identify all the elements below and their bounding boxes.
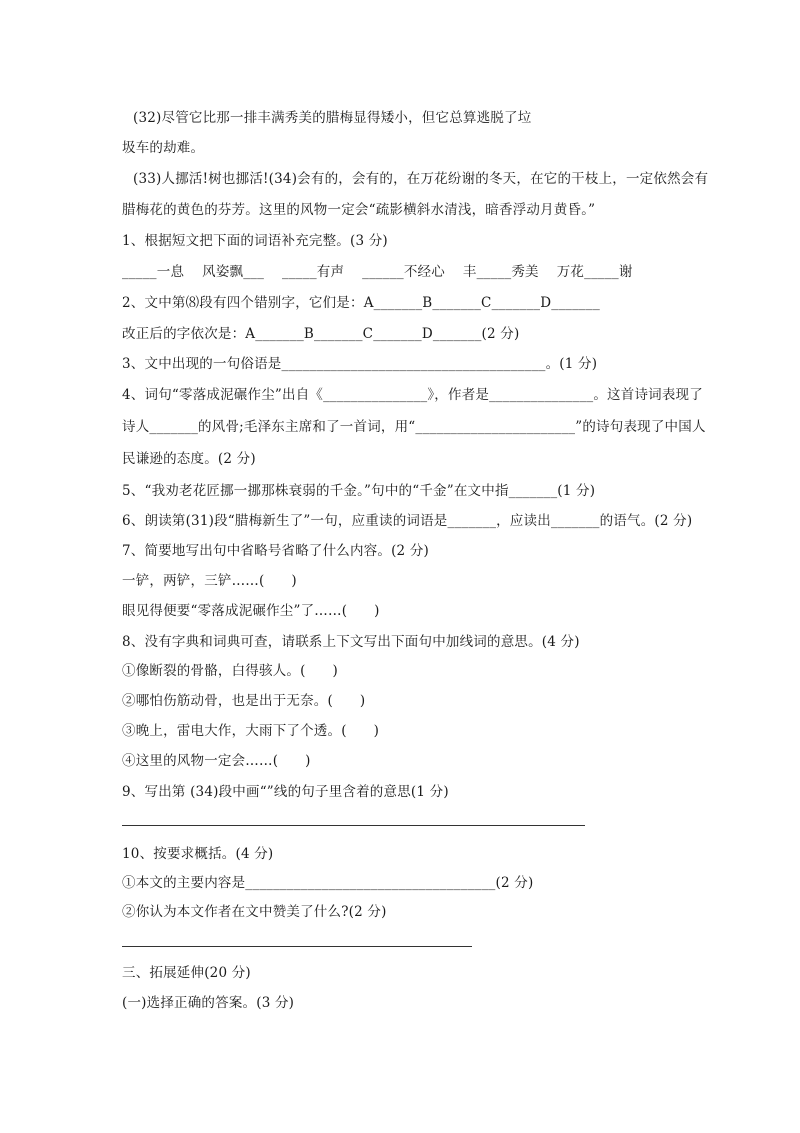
question-line: 4、词句“零落成泥碾作尘”出自《_______________》，作者是_______________。这首诗词表现了 [122, 387, 703, 403]
text-line: 诗人_______的风骨;毛泽东主席和了一首词，用“_______________________”的诗句表现了中国人 [122, 419, 706, 435]
question-line: 1、根据短文把下面的词语补充完整。(3 分) [122, 233, 388, 249]
sub-question: ②你认为本文作者在文中赞美了什么?(2 分) [122, 904, 387, 920]
question-line: 6、朗读第(31)段“腊梅新生了”一句，应重读的词语是_______，应读出_______的语气。(2 分) [122, 513, 693, 529]
sub-question: ①像断裂的骨骼，白得骇人。( ) [122, 663, 338, 679]
text-line: (32)尽管它比那一排丰满秀美的腊梅显得矮小，但它总算逃脱了垃 [133, 110, 532, 126]
subsection-heading: (一)选择正确的答案。(3 分) [122, 995, 295, 1011]
sub-question: 一铲，两铲，三铲……( ) [122, 573, 297, 589]
sub-question: ②哪怕伤筋动骨，也是出于无奈。( ) [122, 693, 366, 709]
answer-line[interactable] [122, 825, 585, 826]
sub-question: ③晚上，雷电大作，大雨下了个透。( ) [122, 723, 380, 739]
text-line: 腊梅花的黄色的芬芳。这里的风物一定会“疏影横斜水清浅，暗香浮动月黄昏。” [122, 202, 596, 218]
blank-line: 改正后的字依次是：A_______B_______C_______D_______(2 分) [122, 326, 520, 342]
sub-question: 眼见得便要“零落成泥碾作尘”了……( ) [122, 603, 380, 619]
question-line: 2、文中第⑻段有四个错别字，它们是：A_______B_______C_______D_______ [122, 295, 600, 311]
sub-question: ①本文的主要内容是____________________________________(2 分) [122, 875, 534, 891]
section-heading: 三、拓展延伸(20 分) [122, 965, 251, 981]
text-line: 圾车的劫难。 [122, 140, 205, 156]
blank-line: _____一息 风姿飘___ _____有声 ______不经心 丰_____秀美 万花_____谢 [122, 264, 633, 280]
question-line: 5、“我劝老花匠挪一挪那株衰弱的千金。”句中的“千金”在文中指_______(1 分) [122, 483, 596, 499]
question-line: 7、简要地写出句中省略号省略了什么内容。(2 分) [122, 543, 430, 559]
question-line: 3、文中出现的一句俗语是______________________________________。(1 分) [122, 356, 598, 372]
text-line: (33)人挪活!树也挪活!(34)会有的，会有的，在万花纷谢的冬天，在它的干枝上，一定依然会有 [133, 171, 709, 187]
text-line: 民谦逊的态度。(2 分) [122, 451, 256, 467]
sub-question: ④这里的风物一定会……( ) [122, 753, 311, 769]
question-line: 8、没有字典和词典可查，请联系上下文写出下面句中加线词的意思。(4 分) [122, 634, 580, 650]
question-line: 10、按要求概括。(4 分) [122, 846, 274, 862]
question-line: 9、写出第 (34)段中画“”线的句子里含着的意思(1 分) [122, 784, 449, 800]
answer-line[interactable] [122, 946, 472, 947]
